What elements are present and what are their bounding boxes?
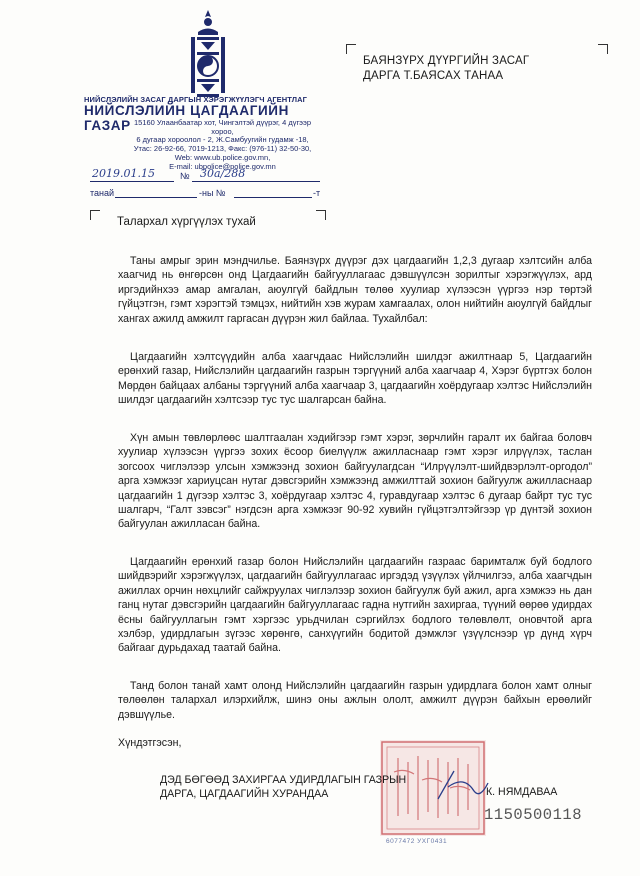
body-paragraph-4 xyxy=(118,555,592,656)
body-paragraph-5 xyxy=(118,679,592,722)
tanai-underline xyxy=(115,197,197,198)
serial-number: 1150500118 xyxy=(484,806,583,824)
handwritten-signature-icon xyxy=(434,765,494,805)
subject-corner-left xyxy=(90,210,100,220)
addressee-corner-top-left xyxy=(346,44,356,54)
paragraph-text: Таны амрыг эрин мэндчилье. Баянзүрх дүүрэг дэх цагдаагийн 1,2,3 дугаар хэлтсийн алба хаагчид нь өнгөрсөн онд Цагдаагийн байгууллагаас дэвшүүлсэн зорилтыг хэрэгжүүлэх, ард иргэдийнхээ амар амгалан, аюулгүй байдлын төлөө хуулиар хүлээсэн үүргээ нэр төртэй гүйцэтгэн, гэмт хэрэгтэй тэмцэх, нийтийн хэв журам хамгаалах, олон нийтийн аюулгүй байдлыг хангах ажилд амжилт гаргасан дүүрэн жил байлаа. Тухайлбал: xyxy=(118,255,592,325)
addressee-corner-top-right xyxy=(598,44,608,54)
soyombo-emblem-icon xyxy=(188,8,228,100)
signatory-title-line-1: ДЭД БӨГӨӨД ЗАХИРГАА УДИРДЛАГЫН ГАЗРЫН xyxy=(160,774,407,786)
number-underline xyxy=(192,181,320,182)
address-line: 15160 Улаанбаатар хот, Чингэлтэй дүүрэг, 4 дүгээр хороо, xyxy=(133,118,312,136)
closing-greeting: Хүндэтгэсэн, xyxy=(118,737,182,749)
paragraph-text: Цагдаагийн ерөнхий газар болон Нийслэлийн цагдаагийн газраас баримталж буй бодлого шийдвэрийг хэрэгжүүлэх, цагдаагийн байгууллагаас иргэдэд үзүүлэх үйлчилгээ, алба хаагчдын ажиллах орчин нөхцлийг сайжруулах чиглэлээр зохион байгуулж буй ажил, арга хэмжээ нь дан ганц нутаг дэвсгэрийн цагдаагийн байгууллагаас гадна нутгийн захиргаа, түүний өөрөө удирдах ёсны байгууллагын гэмт хэргээс урьдчилан сэргийлэх бодлого төлөвлөлт, оновчтой арга хэлбэр, удирдлагын зүгээс хөрөнгө, санхүүгийн бодитой дэмжлэг үзүүлснээр үр дүнд хүрч байгааг дурьдахад таатай байна. xyxy=(118,556,592,655)
letter-date: 2019.01.15 xyxy=(92,167,155,180)
signatory-name: К. НЯМДАВАА xyxy=(486,786,558,798)
address-line: Web: www.ub.police.gov.mn, xyxy=(174,152,271,162)
addressee-line-2: ДАРГА Т.БАЯСАХ ТАНАА xyxy=(363,70,504,82)
letter-subject: Талархал хүргүүлэх тухай xyxy=(117,216,256,228)
tanai-label: танай xyxy=(90,188,115,198)
number-label: № xyxy=(180,171,190,181)
address-line: 6 дугаар хороолол - 2, Ж.Самбуугийн гудамж -18, xyxy=(136,135,309,145)
signatory-title-line-2: ДАРГА, ЦАГДААГИЙН ХУРАНДАА xyxy=(160,788,329,800)
addressee-line-1: БАЯНЗҮРХ ДҮҮРГИЙН ЗАСАГ xyxy=(363,55,530,67)
body-paragraph-3 xyxy=(118,431,592,532)
agency-name: НИЙСЛЭЛИЙН ЦАГДААГИЙН ГАЗАР xyxy=(84,103,289,133)
addressee-block xyxy=(363,54,583,84)
paragraph-text: Хүн амын төвлөрлөөс шалтгаалан хэдийгээр гэмт хэрэг, зөрчлийн гаралт их байгаа боловч хуулиар хүлээсэн үүргээ зохих ёсоор биелүүлж ажилласнаар гэмт хэрэг илрүүлэх, таслан зогсоох чиглэлээр улсын хэмжээнд зохион байгуулагдсан “Илрүүлэлт-шийдвэрлэлт-оргодол” арга хэмжээг хариуцсан нутаг дэвсгэрийн хэмжээнд амжилттай зохион байгуулж ажилласнаар цагдаагийн 1 дүгээр хэлтэс 3, хоёрдугаар хэлтэс 4, гуравдугаар хэлтэс 6 дугаар байрт тус тус шалгарч, “Галт зэвсэг” нэгдсэн арга хэмжээг 90-92 хувийн гүйцэтгэлтэйгээр үр дүнтэй зохион байгуулан ажилласан байна. xyxy=(118,432,592,531)
signatory-title xyxy=(160,773,406,801)
letter-number: 30а/288 xyxy=(200,167,246,180)
paragraph-text: Танд болон танай хамт олонд Нийслэлийн цагдаагийн газрын удирдлага болон хамт олныг төлөөлөн талархал илэрхийлж, шинэ оны ажлын ололт, амжилт дүүрэн байхын ерөөлийг дэвшүүлье. xyxy=(118,680,592,721)
address-line: E-mail: ubpolice@police.gov.mn xyxy=(169,161,276,171)
address-line: Утас: 26-92-66, 7019-1213, Факс: (976-11) 32-50-30, xyxy=(133,144,312,154)
stamp-code: 6077472 УХГ0431 xyxy=(386,838,448,845)
body-paragraph-1 xyxy=(118,254,592,326)
agency-address xyxy=(130,119,315,171)
agency-subtitle: НИЙСЛЭЛИЙН ЗАСАГ ДАРГЫН ХЭРЭГЖҮҮЛЭГЧ АГЕНТЛАГ xyxy=(84,95,308,104)
date-underline xyxy=(90,181,174,182)
body-paragraph-2 xyxy=(118,350,592,408)
paragraph-text: Цагдаагийн хэлтсүүдийн алба хаагчдаас Нийслэлийн шилдэг ажилтнаар 5, Цагдаагийн ерөнхий газар, Нийслэлийн цагдаагийн газрын тэргүүний алба хаагчаар 4, Хэрэг бүртгэх болон Мөрдөн байцаах албаны тэргүүний алба хаагчаар 3, цагдаагийн хоёрдугаар хэлтэс Нийслэлийн шилдэг цагдаагийн хэлтсээр тус тус шалгарсан байна. xyxy=(118,351,592,407)
t-label: -т xyxy=(313,188,321,198)
ny-no-underline xyxy=(234,197,312,198)
subject-corner-right xyxy=(316,210,326,220)
ny-no-label: -ны № xyxy=(199,188,226,198)
